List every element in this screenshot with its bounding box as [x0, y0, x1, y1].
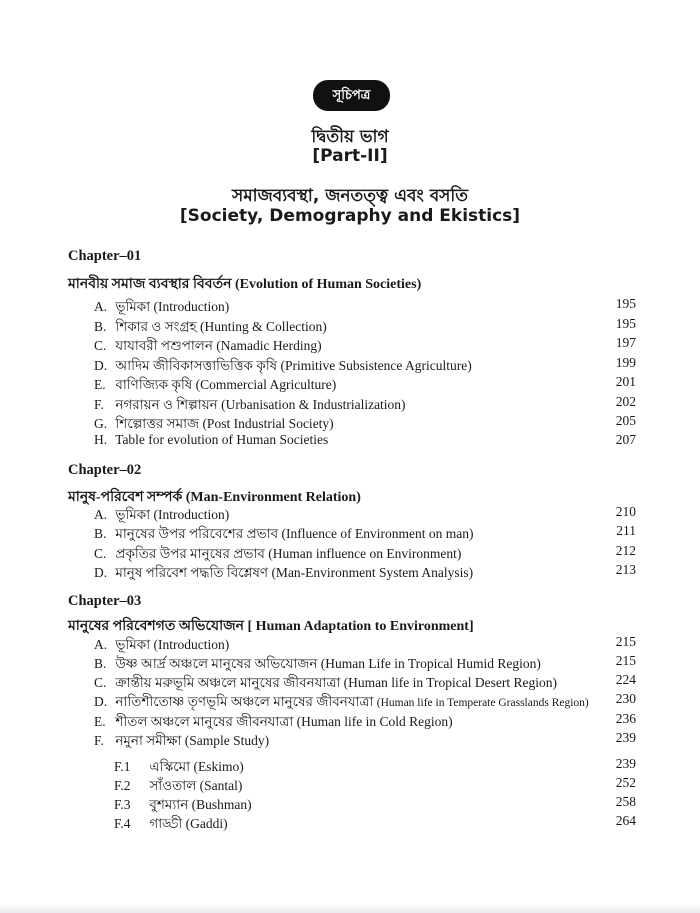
entry-letter: A. — [94, 299, 108, 314]
page-number: 224 — [615, 672, 636, 687]
entry-letter: H. — [94, 432, 108, 447]
subentry-text: বুশম্যান (Bushman) — [149, 797, 252, 812]
entry-letter: C. — [94, 338, 107, 353]
entry-letter: D. — [94, 358, 108, 373]
subentry-code: F.2 — [114, 778, 131, 793]
part-title-english: [Part-II] — [312, 146, 388, 166]
entry-letter: D. — [94, 694, 108, 709]
subentry-text: এস্কিমো (Eskimo) — [149, 759, 244, 774]
toc-entry[interactable] — [94, 562, 636, 585]
entry-letter: A. — [94, 637, 108, 652]
entry-text: শীতল অঞ্চলে মানুষের জীবনযাত্রা (Human life in Cold Region) — [115, 714, 453, 729]
part-title-bengali: দ্বিতীয় ভাগ — [311, 127, 389, 147]
entry-text: নগরায়ন ও শিল্পায়ন (Urbanisation & Industrialization) — [115, 397, 406, 412]
entry-letter: B. — [94, 656, 107, 671]
page-number: 195 — [615, 296, 636, 311]
entry-text: নমুনা সমীক্ষা (Sample Study) — [115, 733, 270, 748]
entry-letter: C. — [94, 546, 107, 561]
page-number: 239 — [615, 756, 636, 771]
entry-letter: F. — [94, 733, 104, 748]
section-title-english: [Society, Demography and Ekistics] — [179, 206, 521, 226]
page-number: 230 — [615, 691, 636, 706]
entry-text: ক্রান্তীয় মরুভূমি অঞ্চলে মানুষের জীবনযাত্রা (Human life in Tropical Desert Region) — [115, 675, 557, 690]
entry-text: বাণিজ্যিক কৃষি (Commercial Agriculture) — [115, 377, 337, 392]
page-number: 202 — [615, 394, 636, 409]
page-number: 252 — [615, 775, 636, 790]
page-number: 210 — [615, 504, 636, 519]
page-number: 239 — [615, 730, 636, 745]
entry-text: Table for evolution of Human Societies — [115, 432, 329, 447]
chapter-title: মানবীয় সমাজ ব্যবস্থার বিবর্তন (Evolution of Human Societies) — [68, 277, 422, 292]
entry-letter: E. — [94, 377, 106, 392]
entry-letter: G. — [94, 416, 108, 431]
entry-text: শিকার ও সংগ্রহ (Hunting & Collection) — [115, 319, 327, 334]
page-number: 207 — [615, 432, 636, 447]
page-number: 215 — [615, 634, 636, 649]
chapter-label: Chapter–03 — [68, 593, 142, 609]
entry-text: মানুষ পরিবেশ পদ্ধতি বিশ্লেষণ (Man-Environment System Analysis) — [115, 565, 474, 580]
entry-text: ভূমিকা (Introduction) — [115, 507, 230, 522]
chapter-title: মানুষের পরিবেশগত অভিযোজন [ Human Adaptation to Environment] — [68, 619, 474, 634]
entry-text: প্রকৃতির উপর মানুষের প্রভাব (Human influence on Environment) — [115, 546, 462, 561]
page-number: 205 — [615, 413, 636, 428]
entry-text: ভূমিকা (Introduction) — [115, 299, 230, 314]
entry-text: উষ্ণ আর্দ্র অঞ্চলে মানুষের অভিযোজন (Human Life in Tropical Humid Region) — [115, 656, 541, 671]
chapter-title: মানুষ-পরিবেশ সম্পর্ক (Man-Environment Relation) — [68, 490, 361, 505]
page-number: 236 — [615, 711, 636, 726]
toc-entry[interactable] — [94, 432, 636, 448]
entry-text: নাতিশীতোষ্ণ তৃণভূমি অঞ্চলে মানুষের জীবনযাত্রা — [115, 694, 374, 709]
chapter-label: Chapter–01 — [68, 248, 142, 264]
entry-letter: D. — [94, 565, 108, 580]
entry-text: ভূমিকা (Introduction) — [115, 637, 230, 652]
page-number: 211 — [616, 523, 636, 538]
subentry-code: F.3 — [114, 797, 131, 812]
entry-letter: A. — [94, 507, 108, 522]
page-number: 213 — [615, 562, 636, 577]
page-number: 264 — [615, 813, 636, 828]
page-number: 212 — [615, 543, 636, 558]
contents-badge: সূচিপত্র — [313, 80, 390, 111]
toc-subentry[interactable] — [114, 813, 636, 836]
page-number: 201 — [615, 374, 636, 389]
chapter-label: Chapter–02 — [68, 462, 142, 478]
subentry-code: F.4 — [114, 816, 131, 831]
entry-letter: B. — [94, 526, 107, 541]
entry-letter: F. — [94, 397, 104, 412]
page-number: 197 — [615, 335, 636, 350]
entry-letter: E. — [94, 714, 106, 729]
subentry-code: F.1 — [114, 759, 131, 774]
page-edge — [0, 903, 700, 913]
entry-text: আদিম জীবিকাসত্তাভিত্তিক কৃষি (Primitive Subsistence Agriculture) — [115, 358, 472, 373]
page-number: 195 — [615, 316, 636, 331]
subentry-text: সাঁওতাল (Santal) — [149, 778, 243, 793]
entry-text: মানুষের উপর পরিবেশের প্রভাব (Influence of Environment on man) — [115, 526, 474, 541]
entry-letter: B. — [94, 319, 107, 334]
page-number: 215 — [615, 653, 636, 668]
section-title-bengali: সমাজব্যবস্থা, জনতত্ত্ব এবং বসতি — [231, 186, 469, 206]
entry-text: শিল্পোত্তর সমাজ (Post Industrial Society) — [115, 416, 334, 431]
entry-letter: C. — [94, 675, 107, 690]
toc-entry[interactable] — [94, 730, 636, 753]
entry-text: যাযাবরী পশুপালন (Namadic Herding) — [115, 338, 322, 353]
page-number: 199 — [615, 355, 636, 370]
page-number: 258 — [615, 794, 636, 809]
entry-text-english: (Human life in Temperate Grasslands Region) — [376, 697, 589, 709]
subentry-text: গাড্ডী (Gaddi) — [149, 816, 228, 831]
